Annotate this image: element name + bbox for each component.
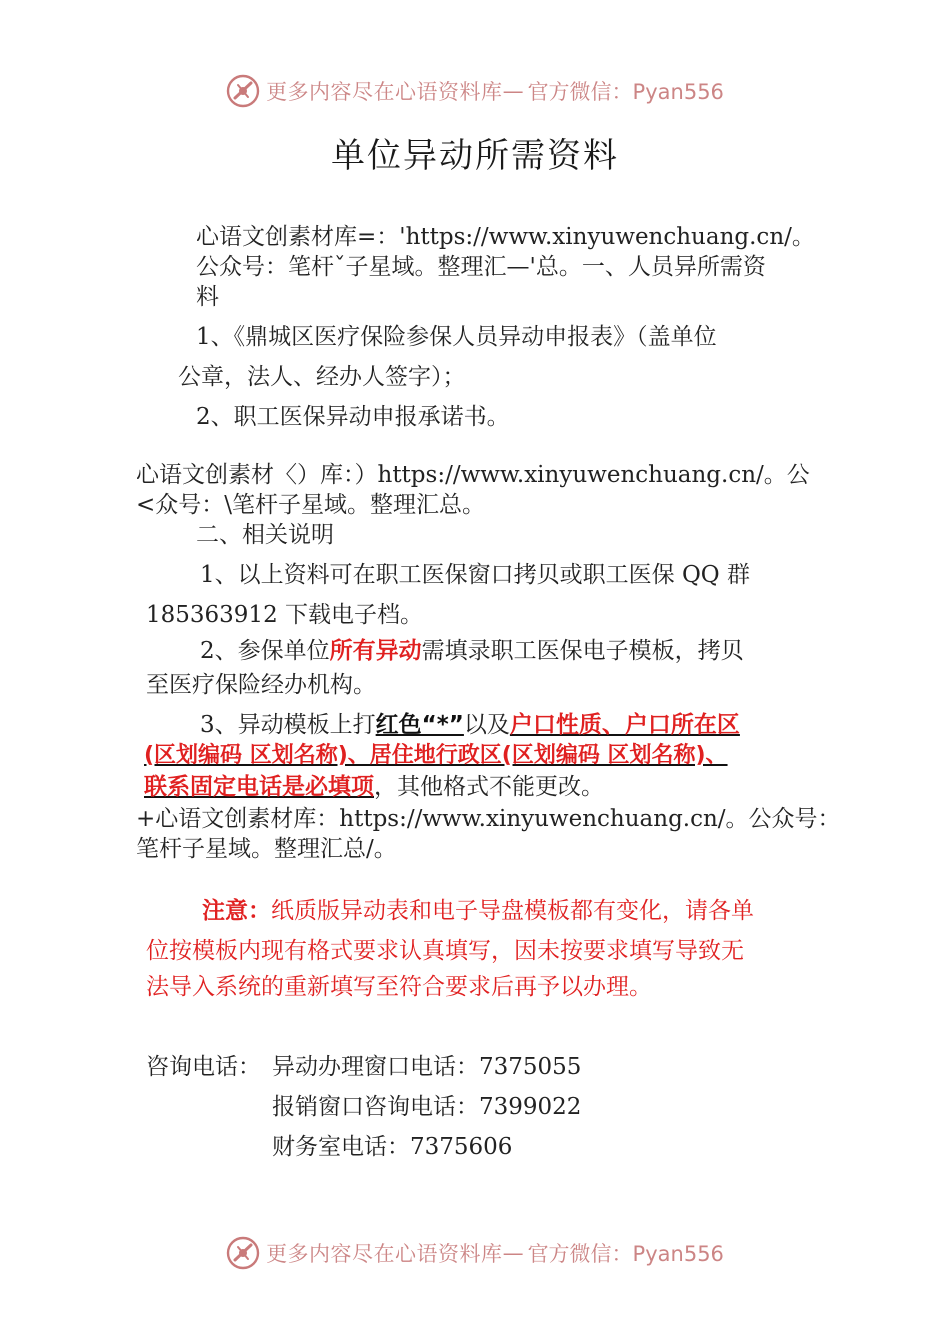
notice-line-2: 位按模板内现有格式要求认真填写，因未按要求填写导致无 [146, 938, 744, 964]
banner-text: 更多内容尽在心语资料库 [266, 80, 503, 104]
note-item-1: 1、以上资料可在职工医保窗口拷贝或职工医保 QQ 群 [200, 562, 750, 588]
banner-separator: — [502, 1241, 524, 1265]
required-item-2: 2、职工医保异动申报承诺书。 [196, 404, 510, 430]
note-item-2-highlight: 所有异动 [329, 638, 422, 664]
note-item-3-required-1: 户口性质、户口所在区 [509, 712, 740, 738]
contact-phone-1: 异动办理窗口电话：7375055 [272, 1054, 582, 1080]
note-item-3-required-2: (区划编码 区划名称)、居住地行政区(区划编码 区划名称)、 [144, 743, 728, 768]
watermark-line: +心语文创素材库：https://www.xinyuwenchuang.cn/。公众号： [136, 806, 841, 832]
contact-phone-3: 财务室电话：7375606 [272, 1134, 513, 1160]
banner-wechat: 官方微信：Pyan556 [527, 1242, 724, 1266]
note-item-2 [200, 632, 744, 665]
watermark-line: 公众号：笔杆ˇ子星域。整理汇—'总。一、人员异所需资 [196, 254, 766, 280]
note-item-1-cont: 185363912 下载电子档。 [146, 602, 424, 628]
note-item-3 [200, 706, 740, 739]
banner-wechat: 官方微信：Pyan556 [527, 80, 724, 104]
notice-line-1 [202, 892, 754, 925]
section-heading: 二、相关说明 [196, 522, 334, 548]
note-item-3-last [144, 768, 604, 801]
notice-label: 注意： [202, 898, 271, 924]
required-item-1: 1、《鼎城区医疗保险参保人员异动申报表》（盖单位 [196, 324, 717, 350]
watermark-line: 心语文创素材库=：'https://www.xinyuwenchuang.cn/。 [196, 224, 815, 250]
required-item-1-cont: 公章，法人、经办人签字）； [178, 364, 466, 390]
brand-logo-icon [226, 1236, 260, 1270]
banner-separator: — [502, 79, 524, 103]
watermark-line: 笔杆子星域。整理汇总/。 [136, 836, 397, 862]
watermark-line: 心语文创素材〈）库：）https://www.xinyuwenchuang.cn/。公 [136, 462, 810, 488]
notice-text-1: 纸质版异动表和电子导盘模板都有变化，请各单 [271, 898, 754, 924]
watermark-line: 料 [196, 284, 219, 310]
note-item-3-mid: 以及 [463, 712, 510, 738]
notice-line-3: 法导入系统的重新填写至符合要求后再予以办理。 [146, 974, 652, 1000]
page-title: 单位异动所需资料 [331, 136, 619, 176]
note-item-3-red-star: 红色“*” [375, 712, 464, 738]
note-item-2-post: 需填录职工医保电子模板，拷贝 [421, 638, 744, 664]
note-item-3-post: ，其他格式不能更改。 [374, 774, 604, 800]
footer-banner [0, 1236, 950, 1270]
note-item-3-required-3: 联系固定电话是必填项 [144, 774, 374, 800]
note-item-2-cont: 至医疗保险经办机构。 [146, 672, 376, 698]
note-item-2-pre: 2、参保单位 [200, 638, 330, 664]
note-item-3-pre: 3、异动模板上打 [200, 712, 376, 738]
banner-text: 更多内容尽在心语资料库 [266, 1242, 503, 1266]
brand-logo-icon [226, 74, 260, 108]
header-banner [0, 74, 950, 108]
contact-phone-2: 报销窗口咨询电话：7399022 [272, 1094, 582, 1120]
watermark-line: <众号：\笔杆子星域。整理汇总。 [136, 492, 486, 518]
contact-label: 咨询电话： [146, 1054, 261, 1080]
